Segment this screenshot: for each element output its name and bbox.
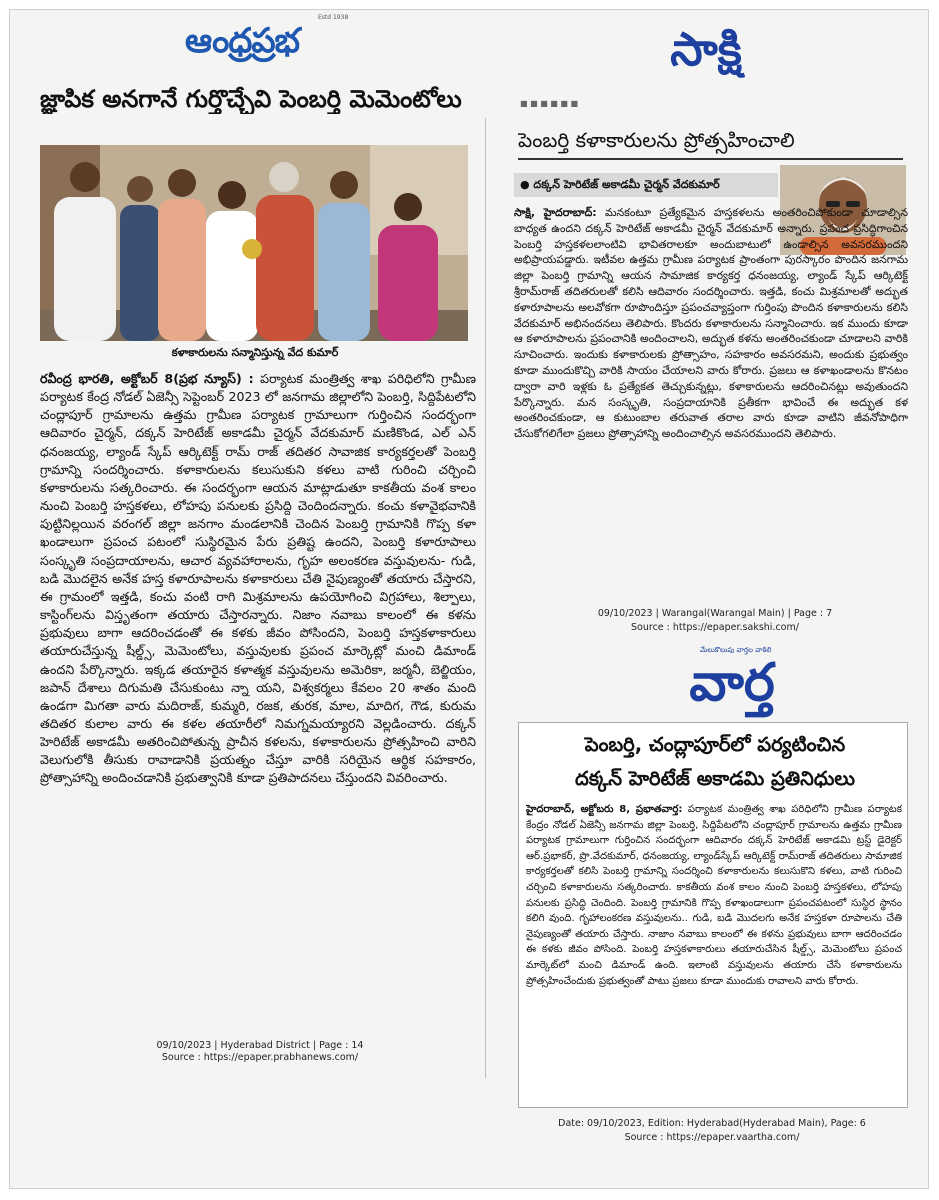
sakshi-body-text: మనకంటూ ప్రత్యేకమైన హస్తకళలను అంతరించిపోకుండా చూడాల్సిన బాధ్యత ఉందని దక్కన్ హెరిటేజ్ అకాడమీ చైర్మన్ వేదకుమార్ అన్నారు. ప్రపంచ ప్రసిద్ధిగాంచిన పెంబర్తి హస్తకళలలాంటివి భావితరాలకూ అందుబాటులో ఉండాల్సిన అవసరముందని అభిప్రాయపడ్డారు. ఇటీవల ఉత్తమ గ్రామీణ పర్యాటక ప్రాంతంగా పురస్కారం పొందిన జనగామ జిల్లా పెంబర్తి గ్రామాన్ని ఆయన సామాజిక కార్యకర్త ధనంజయ్య, ల్యాండ్ స్కేప్ ఆర్కిటెక్ట్ శ్రీరామ్‌రాజ్ తదితరులతో కలిసి ఆదివారం సందర్శించారు. ఇత్తడి, కంచు మిశ్రమాలతో అద్భుత కళారూపాలను అలవోకగా రూపొందిస్తూ ప్రపంచవ్యాప్తంగా గుర్తింపు పొందిన కళాకారులను కలిసి వేదకుమార్ అభినందనలు తెలిపారు. కొందరు కళాకారులను సన్మానించారు. ఇక ముందు కూడా ఆ కళారూపాలను ప్రపంచానికి అందించాలని, అద్భుత కళను అంతరించకుండా చూడాలని వారికి సూచించారు. ఇందుకు కళాకారులకు ప్రోత్సాహం, సహకారం అవసరమని, అందుకు ప్రభుత్వం కూడా ముందుకొచ్చి వారికి సాయం చేయాలని వారు కోరారు. ప్రజలు ఆ కళాఖండాలను కొనటం ద్వారా వారి ఇళ్లకు ఓ ప్రత్యేకత తెచ్చుకున్నట్లు, కళాకారులను ఆదరించినట్లు అవుతుందని పేర్కొన్నారు. మన సంస్కృతి, సంప్రదాయానికి ప్రతీకగా భావించే ఈ అద్భుత కళ అంతరించకుండా, ఆ కుటుంబాల తరువాత తరాల వారు కూడా వాటిని జీవనోపాధిగా చేసుకోగలిగేలా ప్రజలు ప్రోత్సాహాన్ని అందించాల్సిన అవసరముందని తెలిపారు. [514, 206, 908, 441]
vaartha-masthead: వార్త [689, 653, 775, 713]
sakshi-headline-rule [518, 158, 903, 160]
vaartha-footer-source: Source : https://epaper.vaartha.com/ [624, 1132, 800, 1143]
photo-caption: కళాకారులను సన్మానిస్తున్న వేద కుమార్ [171, 346, 339, 359]
sakshi-footer-source: Source : https://epaper.sakshi.com/ [631, 622, 799, 633]
andhra-prabha-dateline: రవీంద్ర భారతి, అక్టోబర్ 8(ప్రభ న్యూస్) : [40, 371, 254, 386]
sakshi-top-meta: ■ ■ ■ ■ ■ ■ [520, 99, 579, 108]
vaartha-footer-date: Date: 09/10/2023, Edition: Hyderabad(Hyderabad Main), Page: 6 [558, 1118, 866, 1129]
vaartha-tagline: మేలుకొలుపు వార్తల వాకిలి [700, 646, 772, 654]
andhra-prabha-article-body [40, 370, 476, 1030]
vaartha-headline-line2: దక్కన్ హెరిటేజ్ అకాడమి ప్రతినిధులు [575, 767, 855, 790]
andhra-prabha-estd: Estd 1938 [318, 14, 349, 21]
andhra-prabha-masthead: ఆంధ్రప్రభ [185, 21, 300, 61]
sakshi-masthead: సాక్షి [670, 22, 742, 76]
vaartha-dateline: హైదరాబాద్, అక్టోబరు 8, ప్రభాతవార్త: [526, 804, 683, 815]
sakshi-headline: పెంబర్తి కళాకారులను ప్రోత్సహించాలి [518, 128, 795, 152]
sakshi-article-body [514, 205, 908, 585]
andhra-prabha-footer-source: Source : https://epaper.prabhanews.com/ [161, 1052, 359, 1063]
group-photo-illustration [40, 145, 468, 341]
andhra-prabha-body-text: పర్యాటక మంత్రిత్వ శాఖ పరిధిలోని గ్రామీణ పర్యాటక కేంద్ర నోడల్ ఏజెన్సీ సెప్టెంబర్ 2023 లో జనగామ జిల్లాలోని పెంబర్తి, సిద్దిపేటలోని చంద్లాపూర్ గ్రామాలను ఉత్తమ గ్రామీణ పర్యాటక గ్రామాలుగా గుర్తించిన సందర్భంగా ఆదివారం చైర్మన్, దక్కన్ హెరిటేజ్ అకాడమీ చైర్మన్ వేదకుమార్ మణికొండ, ఎల్ ఎన్ ధనంజయ్య, ల్యాండ్ స్కేప్ ఆర్కిటెక్ట్ రామ్ రాజ్ తదితర సావాజిక కార్యకర్తలతో పెంబర్తి గ్రామాన్ని సందర్శించారు. కళాకారులను కలుసుకుని కళలు వాటి గురించి చర్చించి కళాకారులను సత్కరించారు. ఈ సందర్భంగా ఆయన మాట్లాడుతూ కాకతీయ వంశ కాలం నుంచి పెంబర్తి హస్తకళలు, లోహపు పనులకు ప్రసిద్ది చెందిందన్నారు. కంచు కళావైభవానికి పుట్టినిల్లయిన వరంగల్ జిల్లా జనగాం మండలానికి చెందిన పెంబర్తి గ్రామానికి గొప్ప కళా ఖండాలుగా ప్రపంచ పటంలో సుస్థిరమైన పేరు ప్రతిష్ట ఉందని, పెంబర్తి కళారూపాలు సంస్కృతి సంప్రదాయాలను, ఆచార వ్యవహారాలను, గృహ అలంకరణ వస్తువులను- గుడి, బడి మొదలైన అనేక హస్త కళారూపాలను కళాకారులు చేతి నైపుణ్యంతో తయారు చేస్తారని, ఈ గ్రామంలో ఇత్తడి, కంచు వంటి రాగి మిశ్రమాలను ఉపయోగించి విగ్రహాలు, శిల్పాలు, కాస్టింగ్‌లను విస్తృతంగా తయారు చేస్తారన్నారు. నిజాం నవాబు కాలంలో ఈ కళను ప్రభువులు బాగా ఆదరించడంతో ఈ కళకు జీవం పోసిందని, పెంబర్తి హస్తకళాకారులు తయారుచేస్తున్న షీల్డ్స్, మెమెంటోలు, వస్తువులకు ప్రపంచ మార్కెట్లో మంచి డిమాండ్ ఉందని పేర్కొన్నారు. ఇక్కడ తయారైన కళాత్మక వస్తువులను అమెరికా, జర్మనీ, బెల్జియం, జపాన్ దేశాలు దిగుమతి చేసుకుంటు న్నా యని, విశ్వకర్మలు కేవలం 20 శాతం మంది ఉండగా మిగతా వారు మదిరాజ్, కుమ్మరి, రజక, తురక, మాల, మాదిగ, గౌడ, కురుమ తదితర కులాల వారు ఈ కళల తయారీలో నిమగ్నమయ్యారని వెల్లడించారు. దక్కన్ హెరిటేజ్ అకాడమీ అతరించిపోతున్న ప్రాచీన కళలను, కళాకారులను ప్రోత్సహించి వారిని వెలుగులోకి తీసుకు రావాడానికి ప్రయత్నం చేస్తూ వారికి సరియైన ఆర్థిక సహకారం, ప్రోత్సాహాన్ని అందించడానికి ప్రభుత్వానికి కూడా ప్రతిపాదనలు చేస్తుందని వివరించారు. [40, 371, 476, 786]
column-divider [485, 118, 486, 1078]
vaartha-headline-line1: పెంబర్తి, చంద్లాపూర్‌లో పర్యటించిన [584, 733, 846, 756]
andhra-prabha-headline: జ్ఞాపిక అనగానే గుర్తొచ్చేవి పెంబర్తి మెమెంటోలు [40, 85, 462, 113]
andhra-prabha-photo [40, 145, 468, 341]
sakshi-byline: ● దక్కన్ హెరిటేజ్ అకాడమీ చైర్మన్ వేదకుమార్ [520, 178, 720, 191]
sakshi-footer-date: 09/10/2023 | Warangal(Warangal Main) | Page : 7 [597, 608, 833, 619]
andhra-prabha-footer-date: 09/10/2023 | Hyderabad District | Page : 14 [156, 1040, 364, 1051]
sakshi-dateline: సాక్షి, హైదరాబాద్: [514, 206, 597, 219]
vaartha-body-text: పర్యాటక మంత్రిత్వ శాఖ పరిధిలోని గ్రామీణ పర్యాటక కేంద్రం నోడల్ ఏజెన్సీ జనగామ జిల్లా పెంబర్తి, సిద్దిపేటలోని చంద్లాపూర్ గ్రామాలను ఉత్తమ గ్రామీణ పర్యాటక గ్రామాలుగా గుర్తించిన సందర్భంగా ఆదివారం దక్కన్ హెరిటేజ్ అకాడమి ట్రస్ట్ డైరెక్టర్ ఆర్.ప్రభాకర్, ప్రొ.వేదకుమార్, ధనంజయ్య, ల్యాండ్‌స్కేప్ ఆర్కిటెక్ట్ రామ్‌రాజ్ తదితరులు సామాజిక కార్యకర్తలతో కలిసి పెంబర్తి గ్రామాన్ని సందర్శించి కళాకారులను కలుసుకొని కళలు, వాటి గురించి చర్చించి కళాకారులను సత్కరించారు. కాకతీయ వంశ కాలం నుంచి పెంబర్తి హస్తకళలు, లోహపు పనులకు ప్రసిద్ధి చెందింది. పెంబర్తి గ్రామానికి గొప్ప కళాఖండాలుగా ప్రపంచపటంలో సుస్థిర స్థానం కలిగి వుంది. గృహాలంకరణ వస్తువులను.. గుడి, బడి మొదలగు అనేక హస్తకళా రూపాలను చేతి నైపుణ్యంతో తయారు చేస్తారు. నాజాం నవాబు కాలంలో ఈ కళను ప్రభువులు బాగా ఆదరించడం ఈ కళకు జీవం పోసింది. పెంబర్తి హస్తకళాకారులు తయారుచేసిన షీల్డ్స్, మెమెంటోలు ప్రపంచ మార్కెట్‌లో మంచి డిమాండ్ ఉంది. ఇలాంటి వస్తువులను తయారు చేసే కళాకారులను ప్రోత్సహించేందుకు ప్రభుత్వంతో పాటు ప్రజలు కూడా ముందుకు రావాలని వారు కోరారు. [526, 804, 902, 987]
vaartha-article-body [526, 802, 902, 1102]
